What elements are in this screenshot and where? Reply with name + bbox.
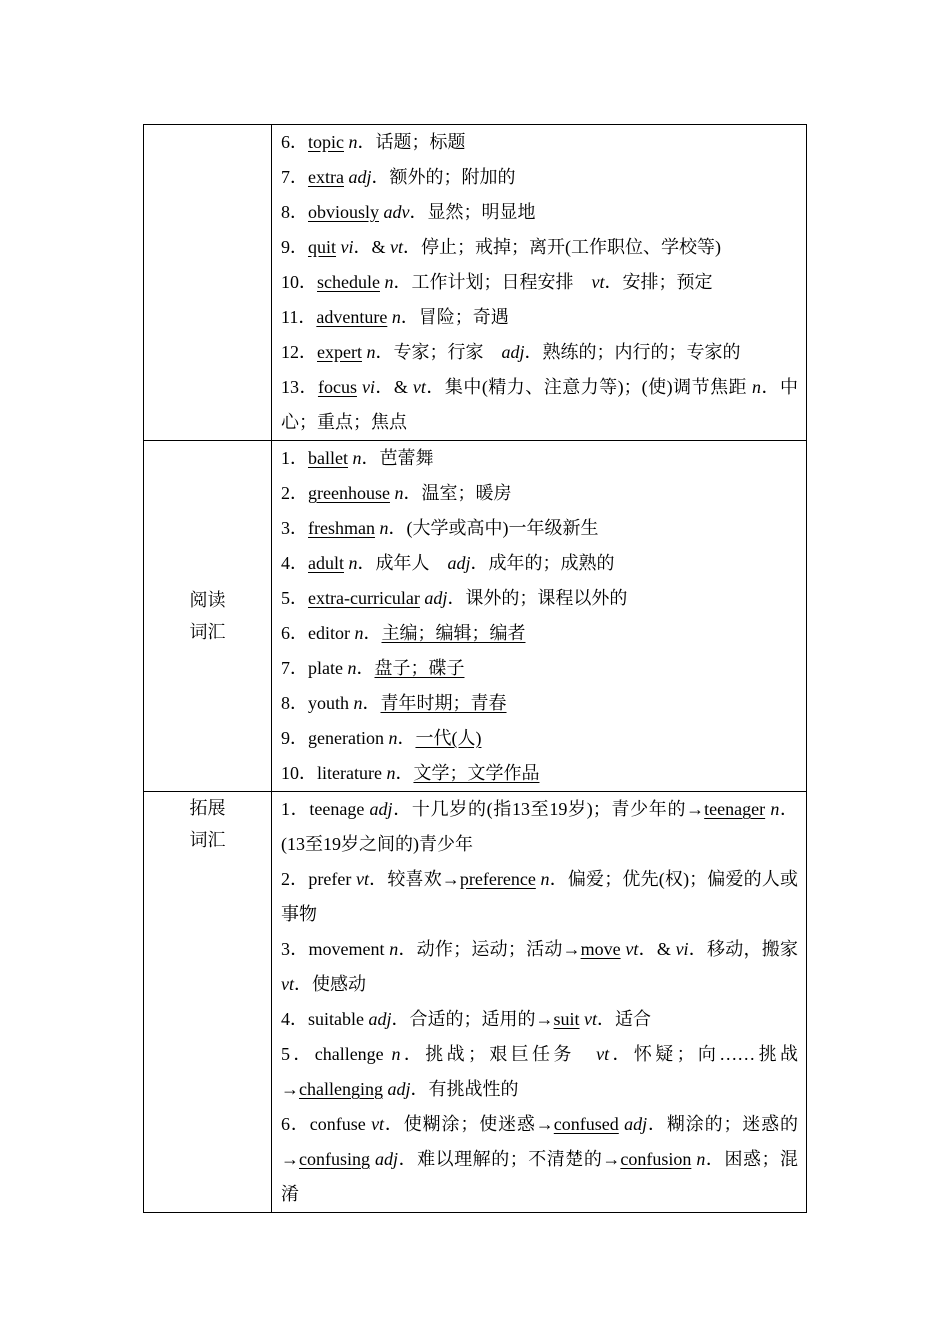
entry-text: 6． (281, 132, 308, 152)
entry-text: ．冒险；奇遇 (400, 307, 509, 327)
entry-text: 9． (281, 237, 308, 257)
part-of-speech: n (391, 307, 401, 327)
vocab-entry (281, 195, 798, 230)
entry-text: 1．teenage (281, 799, 370, 819)
part-of-speech: adj (368, 1009, 392, 1029)
entry-text: ．集中(精力、注意力等)；(使)调节焦距 (425, 377, 753, 397)
vocab-entry (281, 686, 798, 721)
entry-text: 6．editor (281, 623, 355, 643)
vocab-entry (281, 721, 798, 756)
entry-text: ．工作计划；日程安排 (393, 272, 592, 292)
entry-text: 7． (281, 167, 308, 187)
part-of-speech: vt (281, 974, 294, 994)
underlined-word: 文学；文学作品 (413, 763, 540, 783)
part-of-speech: adj (624, 1114, 648, 1134)
vocab-entry (281, 1107, 798, 1212)
entry-text: 10．literature (281, 763, 387, 783)
vocab-entry (281, 511, 798, 546)
underlined-word: focus (317, 377, 357, 397)
entry-text: ．难以理解的；不清楚的→ (398, 1149, 621, 1169)
entry-text: ．移动，搬家 (688, 939, 816, 959)
entry-text: ．合适的；适用的→ (391, 1009, 554, 1029)
entry-text: 11． (281, 307, 317, 327)
entry-text: ．& (638, 939, 676, 959)
part-of-speech: n (394, 483, 404, 503)
section-row (144, 125, 807, 441)
entry-text: ．芭蕾舞 (361, 448, 434, 468)
underlined-word: schedule (317, 272, 380, 292)
part-of-speech: adj (369, 799, 393, 819)
underlined-word: suit (553, 1009, 580, 1029)
part-of-speech: n (354, 623, 364, 643)
entry-text: ．显然；明显地 (409, 202, 536, 222)
entry-text: 12． (281, 342, 317, 362)
vocab-entry (281, 476, 798, 511)
underlined-word: preference (459, 869, 536, 889)
underlined-word: extra (308, 167, 344, 187)
entry-text: ．课外的；课程以外的 (447, 588, 628, 608)
entry-text: ．停止；戒掉；离开(工作职位、学校等) (403, 237, 722, 257)
entry-text: ． (356, 658, 375, 678)
entry-text: 13． (281, 377, 318, 397)
vocab-entry (281, 1002, 798, 1037)
entry-text: 5．challenge (281, 1044, 392, 1064)
entry-text: ．& (353, 237, 391, 257)
part-of-speech: vt (356, 869, 369, 889)
part-of-speech: vt (596, 1044, 610, 1064)
entry-text: 4． (281, 553, 308, 573)
vocab-entry (281, 125, 798, 160)
underlined-word: extra-curricular (308, 588, 420, 608)
entry-text: ．专家；行家 (375, 342, 502, 362)
part-of-speech: vi (340, 237, 354, 257)
entries-cell (272, 792, 816, 1213)
vocab-entry (281, 546, 798, 581)
vocabulary-table (143, 124, 816, 1213)
underlined-word: 青年时期；青春 (380, 693, 507, 713)
entry-text: ．(大学或高中)一年级新生 (388, 518, 599, 538)
entry-text: 3．movement (281, 939, 390, 959)
vocab-entry (281, 756, 798, 791)
vocab-entry (281, 335, 798, 370)
entry-text: ． (362, 693, 381, 713)
part-of-speech: vi (675, 939, 689, 959)
underlined-word: topic (308, 132, 344, 152)
part-of-speech: n (696, 1149, 706, 1169)
part-of-speech: n (379, 518, 389, 538)
vocab-entry (281, 792, 798, 862)
entry-text: ．十几岁的(指13至19岁)；青少年的→ (392, 799, 705, 819)
category-cell (144, 441, 272, 792)
section-row (144, 441, 807, 792)
entry-text: 2．prefer (281, 869, 356, 889)
entries-cell (272, 441, 807, 792)
underlined-word: 盘子；碟子 (374, 658, 465, 678)
part-of-speech: adj (387, 1079, 411, 1099)
entry-text: ．成年的；成熟的 (470, 553, 615, 573)
vocab-entry (281, 370, 798, 440)
entry-text: ．(13至19岁之间的)青少年 (281, 799, 798, 854)
part-of-speech: vt (625, 939, 639, 959)
entry-text: ．较喜欢→ (369, 869, 460, 889)
part-of-speech: n (386, 763, 396, 783)
vocab-entry (281, 616, 798, 651)
entry-text: ．有挑战性的 (410, 1079, 519, 1099)
entry-text: ．& (374, 377, 413, 397)
underlined-word: quit (308, 237, 337, 257)
entry-text: ．偏爱；优先(权)；偏爱的人或事物 (281, 869, 798, 924)
part-of-speech: n (752, 377, 762, 397)
category-label: 词汇 (189, 622, 226, 642)
underlined-word: adult (308, 553, 344, 573)
entry-text: 6．confuse (281, 1114, 372, 1134)
underlined-word: obviously (308, 202, 380, 222)
entry-text: 3． (281, 518, 308, 538)
underlined-word: expert (317, 342, 362, 362)
part-of-speech: adj (447, 553, 471, 573)
entry-text: ．中心；重点；焦点 (281, 377, 798, 432)
vocab-entry (281, 230, 798, 265)
vocab-entry (281, 265, 798, 300)
category-cell (144, 125, 272, 441)
underlined-word: 一代(人) (415, 728, 482, 748)
underlined-word: ballet (308, 448, 348, 468)
entry-text: ．额外的；附加的 (371, 167, 516, 187)
part-of-speech: n (388, 728, 398, 748)
part-of-speech: vt (371, 1114, 385, 1134)
entry-text: ．温室；暖房 (403, 483, 512, 503)
part-of-speech: n (352, 448, 362, 468)
vocab-entry (281, 581, 798, 616)
category-label: 阅读 (189, 590, 226, 610)
entry-text: ．怀疑；向……挑战→ (281, 1044, 799, 1099)
part-of-speech: n (348, 553, 358, 573)
underlined-word: confusion (620, 1149, 692, 1169)
part-of-speech: adj (424, 588, 448, 608)
entry-text: ．挑战；艰巨任务 (400, 1044, 597, 1064)
entry-text: 1． (281, 448, 308, 468)
vocab-entry (281, 862, 798, 932)
part-of-speech: n (366, 342, 376, 362)
underlined-word: freshman (308, 518, 375, 538)
part-of-speech: adj (501, 342, 525, 362)
underlined-word: adventure (316, 307, 388, 327)
underlined-word: challenging (299, 1079, 383, 1099)
underlined-word: move (580, 939, 621, 959)
part-of-speech: vt (412, 377, 426, 397)
part-of-speech: vt (591, 272, 605, 292)
part-of-speech: adv (383, 202, 410, 222)
entry-text: ．动作；运动；活动→ (398, 939, 581, 959)
entry-text: ．使糊涂；使迷惑→ (384, 1114, 554, 1134)
vocab-entry (281, 1037, 798, 1107)
entry-text: ． (363, 623, 382, 643)
part-of-speech: n (353, 693, 363, 713)
part-of-speech: n (384, 272, 394, 292)
part-of-speech: n (389, 939, 399, 959)
part-of-speech: n (391, 1044, 401, 1064)
entry-text: 10． (281, 272, 317, 292)
section-row (144, 792, 807, 1213)
part-of-speech: n (770, 799, 780, 819)
part-of-speech: vi (361, 377, 375, 397)
entry-text: ．安排；预定 (604, 272, 713, 292)
category-label: 词汇 (189, 830, 226, 850)
part-of-speech: n (347, 658, 357, 678)
part-of-speech: vt (584, 1009, 598, 1029)
entry-text: ．使感动 (294, 974, 366, 994)
entry-text: 8． (281, 202, 308, 222)
vocab-entry (281, 160, 798, 195)
entry-text: 5． (281, 588, 308, 608)
entry-text: ．成年人 (357, 553, 448, 573)
vocabulary-table-body (144, 125, 816, 1213)
entry-text: ．适合 (597, 1009, 652, 1029)
entry-text: 2． (281, 483, 308, 503)
vocab-entry (281, 651, 798, 686)
vocab-entry (281, 932, 816, 1002)
underlined-word: 主编；编辑；编者 (381, 623, 526, 643)
entry-text: 9．generation (281, 728, 389, 748)
underlined-word: teenager (704, 799, 766, 819)
underlined-word: confusing (299, 1149, 370, 1169)
underlined-word: confused (553, 1114, 619, 1134)
entry-text: 8．youth (281, 693, 354, 713)
part-of-speech: adj (375, 1149, 399, 1169)
entry-text: ．糊涂的；迷惑的→ (281, 1114, 799, 1169)
entry-text: ．熟练的；内行的；专家的 (524, 342, 741, 362)
underlined-word: greenhouse (308, 483, 390, 503)
vocab-entry (281, 300, 798, 335)
part-of-speech: adj (348, 167, 372, 187)
entry-text: ．话题；标题 (357, 132, 466, 152)
entry-text: ． (397, 728, 416, 748)
category-cell (144, 792, 272, 1213)
entry-text: ． (395, 763, 414, 783)
category-label: 拓展 (189, 798, 226, 818)
entry-text: 4．suitable (281, 1009, 369, 1029)
part-of-speech: n (348, 132, 358, 152)
entry-text: ．困惑；混淆 (281, 1149, 799, 1204)
part-of-speech: n (540, 869, 550, 889)
entries-cell (272, 125, 807, 441)
entry-text: 7．plate (281, 658, 348, 678)
vocab-entry (281, 441, 798, 476)
part-of-speech: vt (390, 237, 404, 257)
